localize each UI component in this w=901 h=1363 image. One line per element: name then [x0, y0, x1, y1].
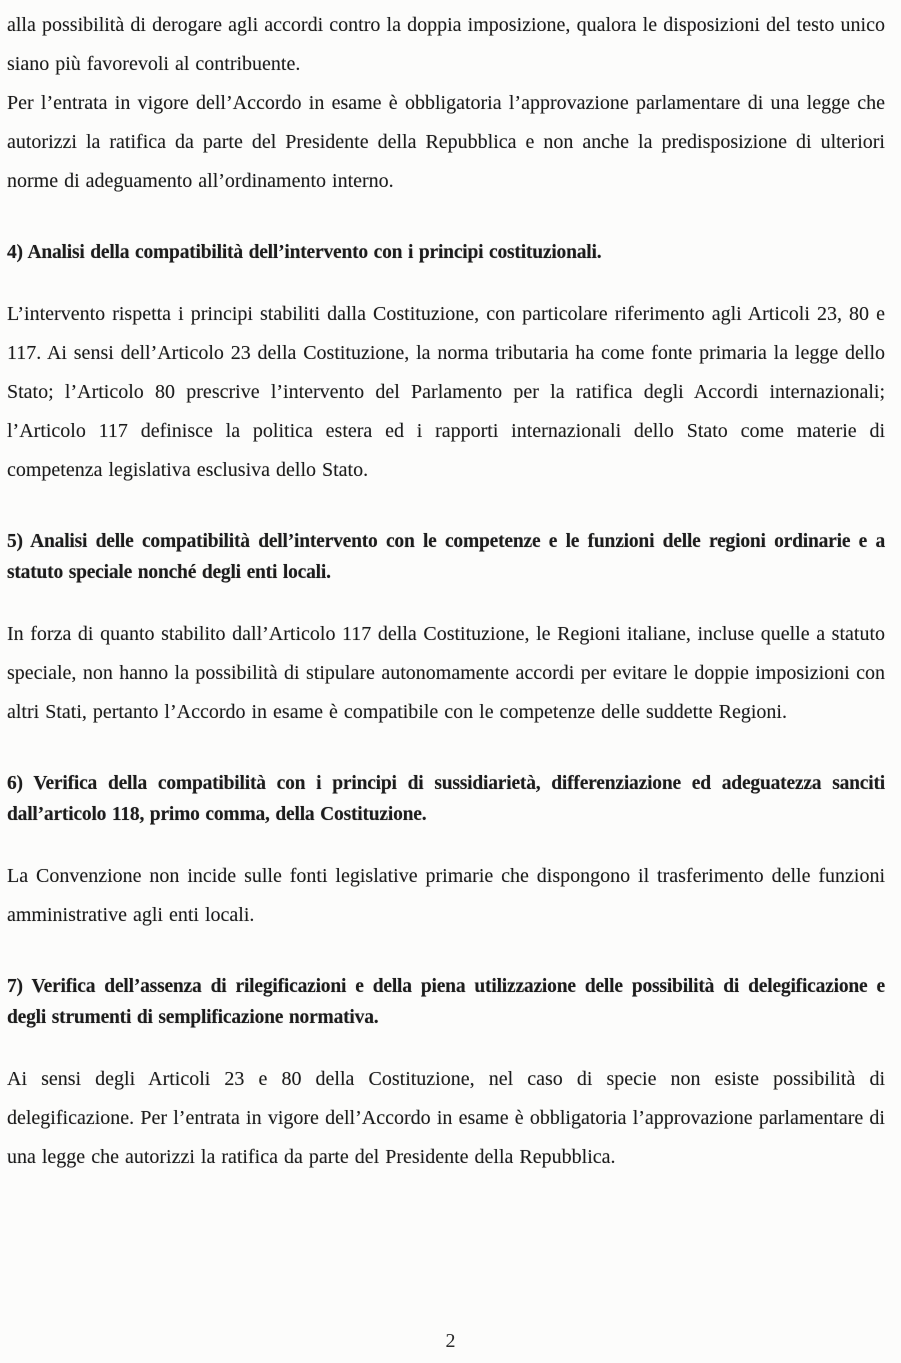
page-number: 2: [445, 1330, 456, 1352]
section-heading-5-regional-competences: 5) Analisi delle compatibilità dell’intervento con le competenze e le funzioni delle regioni ordinarie e a statuto speciale nonché degli enti locali.: [7, 531, 885, 583]
section-heading-7-delegification: 7) Verifica dell’assenza di rilegificazioni e della piena utilizzazione delle possibilità di delegificazione e degli strumenti di semplificazione normativa.: [7, 976, 885, 1028]
section-7-body: Ai sensi degli Articoli 23 e 80 della Costituzione, nel caso di specie non esiste possibilità di delegificazione. Per l’entrata in vigore dell’Accordo in esame è obbligatoria l’approvazione parlamentare di una legge che autorizzi la ratifica da parte del Presidente della Repubblica.: [7, 1068, 885, 1168]
section-6-body: La Convenzione non incide sulle fonti legislative primarie che dispongono il trasferimento delle funzioni amministrative agli enti locali.: [7, 865, 885, 926]
section-heading-6-subsidiarity: 6) Verifica della compatibilità con i principi di sussidiarietà, differenziazione ed adeguatezza sanciti dall’articolo 118, primo comma, della Costituzione.: [7, 773, 885, 825]
section-4-body: L’intervento rispetta i principi stabiliti dalla Costituzione, con particolare riferimento agli Articoli 23, 80 e 117. Ai sensi dell’Articolo 23 della Costituzione, la norma tributaria ha come fonte primaria la legge dello Stato; l’Articolo 80 prescrive l’intervento del Parlamento per la ratifica degli Accordi internazionali; l’Articolo 117 definisce la politica estera ed i rapporti internazionali dello Stato come materie di competenza legislativa esclusiva dello Stato.: [7, 303, 885, 481]
paragraph-continuation-double-taxation: alla possibilità di derogare agli accordi contro la doppia imposizione, qualora le disposizioni del testo unico siano più favorevoli al contribuente.: [7, 14, 885, 75]
section-heading-4-constitutional-principles: 4) Analisi della compatibilità dell’intervento con i principi costituzionali.: [7, 242, 602, 263]
paragraph-entry-into-force: Per l’entrata in vigore dell’Accordo in esame è obbligatoria l’approvazione parlamentare di una legge che autorizzi la ratifica da parte del Presidente della Repubblica e non anche la predisposizione di ulteriori norme di adeguamento all’ordinamento interno.: [7, 92, 885, 192]
section-5-body: In forza di quanto stabilito dall’Articolo 117 della Costituzione, le Regioni italiane, incluse quelle a statuto speciale, non hanno la possibilità di stipulare autonomamente accordi per evitare le doppie imposizioni con altri Stati, pertanto l’Accordo in esame è compatibile con le competenze delle suddette Regioni.: [7, 623, 885, 723]
